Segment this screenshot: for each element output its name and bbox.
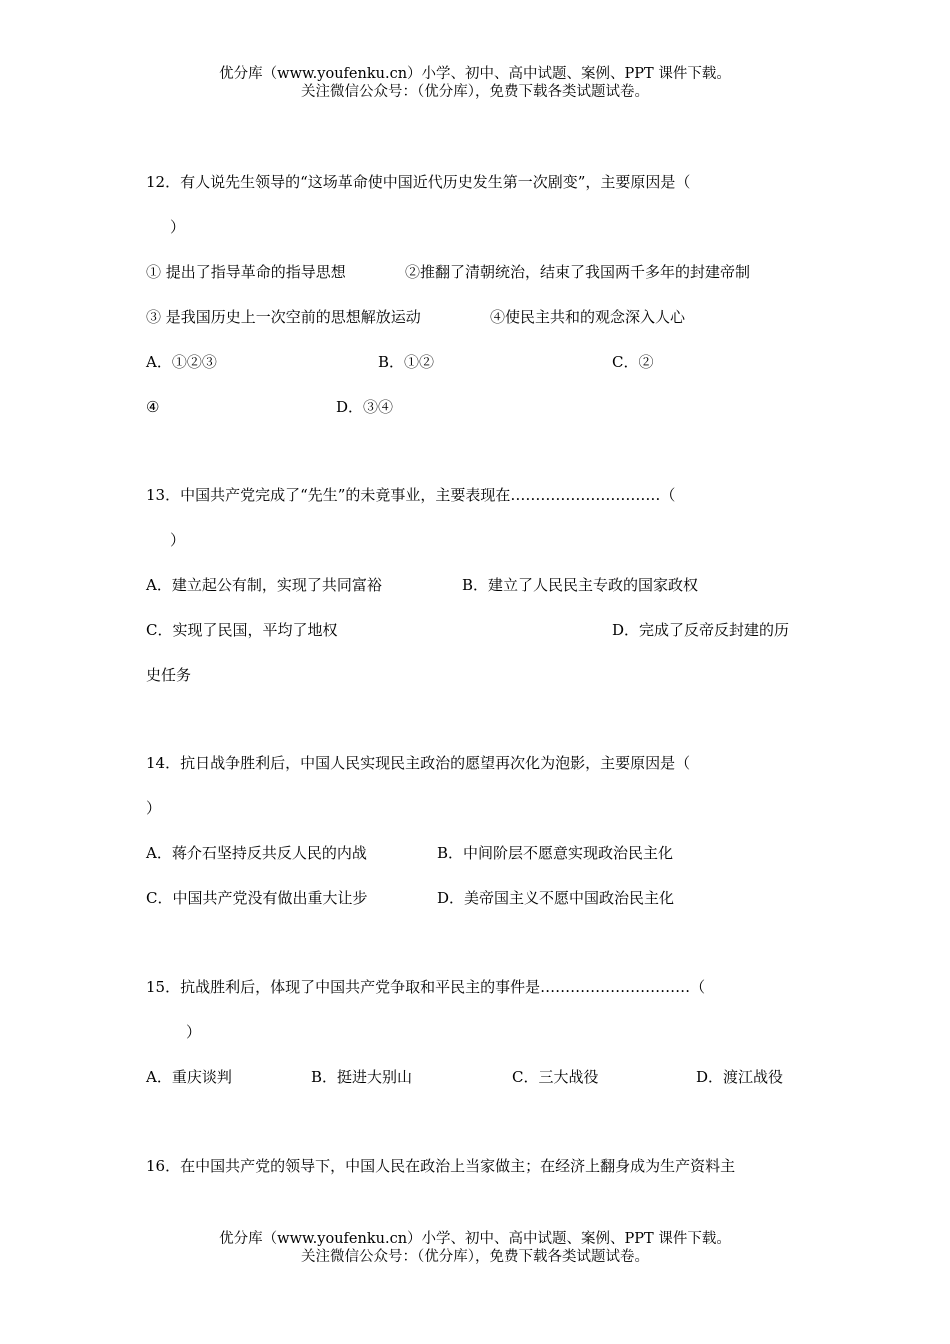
question-16-stem: 16．在中国共产党的领导下，中国人民在政治上当家做主；在经济上翻身成为生产资料主	[146, 1157, 736, 1175]
header-line-1: 优分库（www.youfenku.cn）小学、初中、高中试题、案例、PPT 课件下载。	[219, 66, 731, 82]
question-15-close-paren: ）	[186, 1023, 202, 1041]
footer-line-1: 优分库（www.youfenku.cn）小学、初中、高中试题、案例、PPT 课件下载。	[219, 1231, 731, 1247]
question-13-option-b: B．建立了人民民主专政的国家政权	[462, 576, 699, 594]
footer-line-2: 关注微信公众号：（优分库），免费下载各类试题试卷。	[301, 1249, 649, 1265]
footer-banner	[0, 1230, 950, 1266]
question-12-statement-4: ④使民主共和的观念深入人心	[490, 308, 686, 326]
question-14-option-b: B．中间阶层不愿意实现政治民主化	[437, 844, 674, 862]
question-13-option-c: C．实现了民国，平均了地权	[146, 621, 338, 639]
question-15-stem: 15．抗战胜利后，体现了中国共产党争取和平民主的事件是…………………………（	[146, 978, 706, 996]
question-12-option-c-continued: ④	[146, 398, 160, 416]
question-13-close-paren: ）	[170, 531, 186, 549]
question-13-stem: 13．中国共产党完成了“先生”的未竟事业，主要表现在…………………………（	[146, 486, 676, 504]
question-14-option-a: A．蒋介石坚持反共反人民的内战	[146, 844, 367, 862]
question-14-option-d: D．美帝国主义不愿中国政治民主化	[437, 889, 675, 907]
header-line-2: 关注微信公众号：（优分库），免费下载各类试题试卷。	[301, 84, 649, 100]
question-14-stem: 14．抗日战争胜利后，中国人民实现民主政治的愿望再次化为泡影，主要原因是（	[146, 754, 691, 772]
question-12-option-a: A．①②③	[146, 353, 217, 371]
question-13-option-a: A．建立起公有制，实现了共同富裕	[146, 576, 382, 594]
question-15-option-d: D．渡江战役	[696, 1068, 784, 1086]
question-15-option-c: C．三大战役	[512, 1068, 599, 1086]
question-12-stem: 12．有人说先生领导的“这场革命使中国近代历史发生第一次剧变”，主要原因是（	[146, 173, 691, 191]
question-15-option-b: B．挺进大别山	[311, 1068, 413, 1086]
question-15-option-a: A．重庆谈判	[146, 1068, 232, 1086]
question-13-option-d: D．完成了反帝反封建的历	[612, 621, 790, 639]
question-12-statement-2: ②推翻了清朝统治，结束了我国两千多年的封建帝制	[405, 263, 751, 281]
question-14-close-paren: ）	[146, 799, 162, 817]
question-14-option-c: C．中国共产党没有做出重大让步	[146, 889, 368, 907]
question-12-option-b: B．①②	[378, 353, 435, 371]
question-12-close-paren: ）	[170, 218, 186, 236]
header-banner	[0, 65, 950, 101]
question-12-statement-3: ③ 是我国历史上一次空前的思想解放运动	[146, 308, 421, 326]
question-12-option-c: C．②	[612, 353, 654, 371]
question-13-option-d-continued: 史任务	[146, 666, 192, 684]
question-12-statement-1: ① 提出了指导革命的指导思想	[146, 263, 346, 281]
question-12-option-d: D．③④	[336, 398, 394, 416]
